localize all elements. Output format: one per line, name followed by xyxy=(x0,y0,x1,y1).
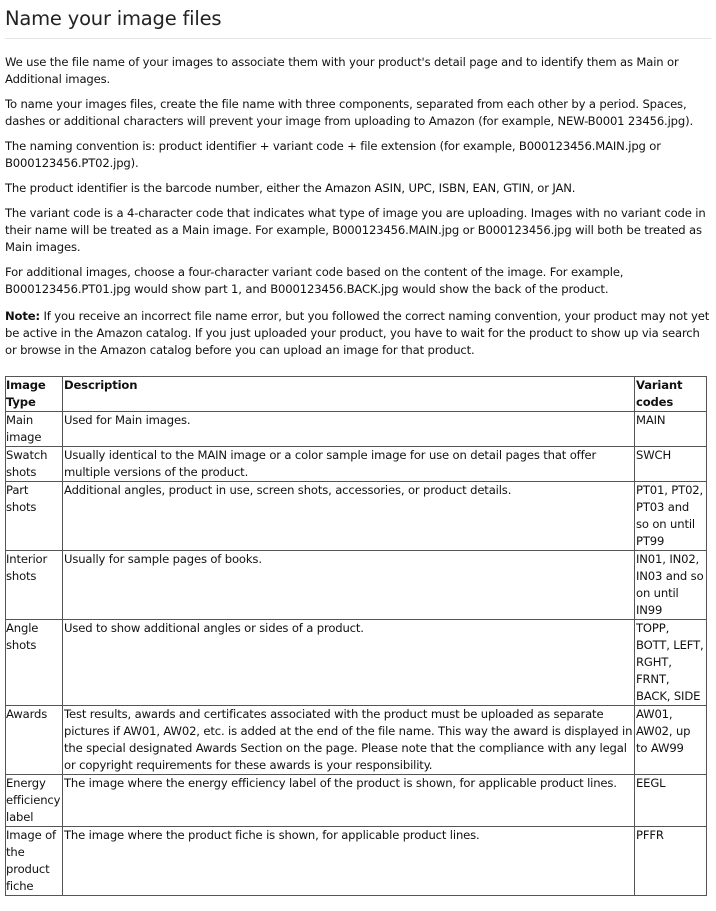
naming-components-paragraph: To name your images files, create the file name with three components, separated from each other by a period. Spaces, dashes or additional characters will prevent your image from uploading to Amazon (for example, NEW-B0001 23456.jpg). xyxy=(5,97,693,128)
table-row xyxy=(6,412,707,447)
note-text: If you receive an incorrect file name error, but you followed the correct naming convention, your product may not yet be active in the Amazon catalog. If you just uploaded your product, you have to wait for the product to show up via search or browse in the Amazon catalog before you can upload an image for that product. xyxy=(5,309,710,357)
cell-variant-codes: PFFR xyxy=(635,827,707,896)
cell-image-type: Interior shots xyxy=(6,551,63,620)
cell-variant-codes: SWCH xyxy=(635,447,707,482)
cell-description: Used for Main images. xyxy=(63,412,635,447)
table-row xyxy=(6,482,707,551)
cell-image-type: Angle shots xyxy=(6,620,63,706)
table-row xyxy=(6,447,707,482)
note-label: Note: xyxy=(5,309,40,323)
cell-variant-codes: EEGL xyxy=(635,775,707,827)
naming-convention-paragraph: The naming convention is: product identifier + variant code + file extension (for example, B000123456.MAIN.jpg or B000123456.PT02.jpg). xyxy=(5,139,661,170)
variant-codes-table xyxy=(5,376,707,896)
header-image-type: Image Type xyxy=(6,377,63,412)
cell-variant-codes: TOPP, BOTT, LEFT, RGHT, FRNT, BACK, SIDE xyxy=(635,620,707,706)
variant-code-paragraph: The variant code is a 4-character code that indicates what type of image you are uploading. Images with no variant code in their name will be treated as a Main image. For example, B000123456.MAIN.jpg or B000123456.jpg will both be treated as Main images. xyxy=(5,206,706,254)
cell-image-type: Swatch shots xyxy=(6,447,63,482)
cell-image-type: Main image xyxy=(6,412,63,447)
cell-image-type: Part shots xyxy=(6,482,63,551)
cell-description: The image where the product fiche is shown, for applicable product lines. xyxy=(63,827,635,896)
cell-description: The image where the energy efficiency label of the product is shown, for applicable product lines. xyxy=(63,775,635,827)
table-header-row xyxy=(6,377,707,412)
table-row xyxy=(6,775,707,827)
cell-image-type: Energy efficiency label xyxy=(6,775,63,827)
page-title: Name your image files xyxy=(5,0,711,39)
cell-description: Test results, awards and certificates associated with the product must be uploaded as separate pictures if AW01, AW02, etc. is added at the end of the file name. This way the award is displayed in the special designated Awards Section on the page. Please note that the compliance with any legal or copyright requirements for these awards is your responsibility. xyxy=(63,706,635,775)
table-row xyxy=(6,551,707,620)
cell-image-type: Image of the product fiche xyxy=(6,827,63,896)
header-variant-codes: Variant codes xyxy=(635,377,707,412)
cell-image-type: Awards xyxy=(6,706,63,775)
cell-description: Used to show additional angles or sides of a product. xyxy=(63,620,635,706)
header-description: Description xyxy=(63,377,635,412)
cell-description: Additional angles, product in use, screen shots, accessories, or product details. xyxy=(63,482,635,551)
cell-variant-codes: MAIN xyxy=(635,412,707,447)
cell-variant-codes: IN01, IN02, IN03 and so on until IN99 xyxy=(635,551,707,620)
intro-paragraph: We use the file name of your images to associate them with your product's detail page and to identify them as Main or Additional images. xyxy=(5,55,679,86)
table-row xyxy=(6,620,707,706)
cell-description: Usually for sample pages of books. xyxy=(63,551,635,620)
cell-variant-codes: PT01, PT02, PT03 and so on until PT99 xyxy=(635,482,707,551)
note-paragraph xyxy=(5,308,711,359)
cell-description: Usually identical to the MAIN image or a color sample image for use on detail pages that offer multiple versions of the product. xyxy=(63,447,635,482)
table-row xyxy=(6,827,707,896)
cell-variant-codes: AW01, AW02, up to AW99 xyxy=(635,706,707,775)
product-identifier-paragraph: The product identifier is the barcode number, either the Amazon ASIN, UPC, ISBN, EAN, GTIN, or JAN. xyxy=(5,181,576,195)
table-row xyxy=(6,706,707,775)
additional-images-paragraph: For additional images, choose a four-character variant code based on the content of the image. For example, B000123456.PT01.jpg would show part 1, and B000123456.BACK.jpg would show the back of the product. xyxy=(5,265,624,296)
